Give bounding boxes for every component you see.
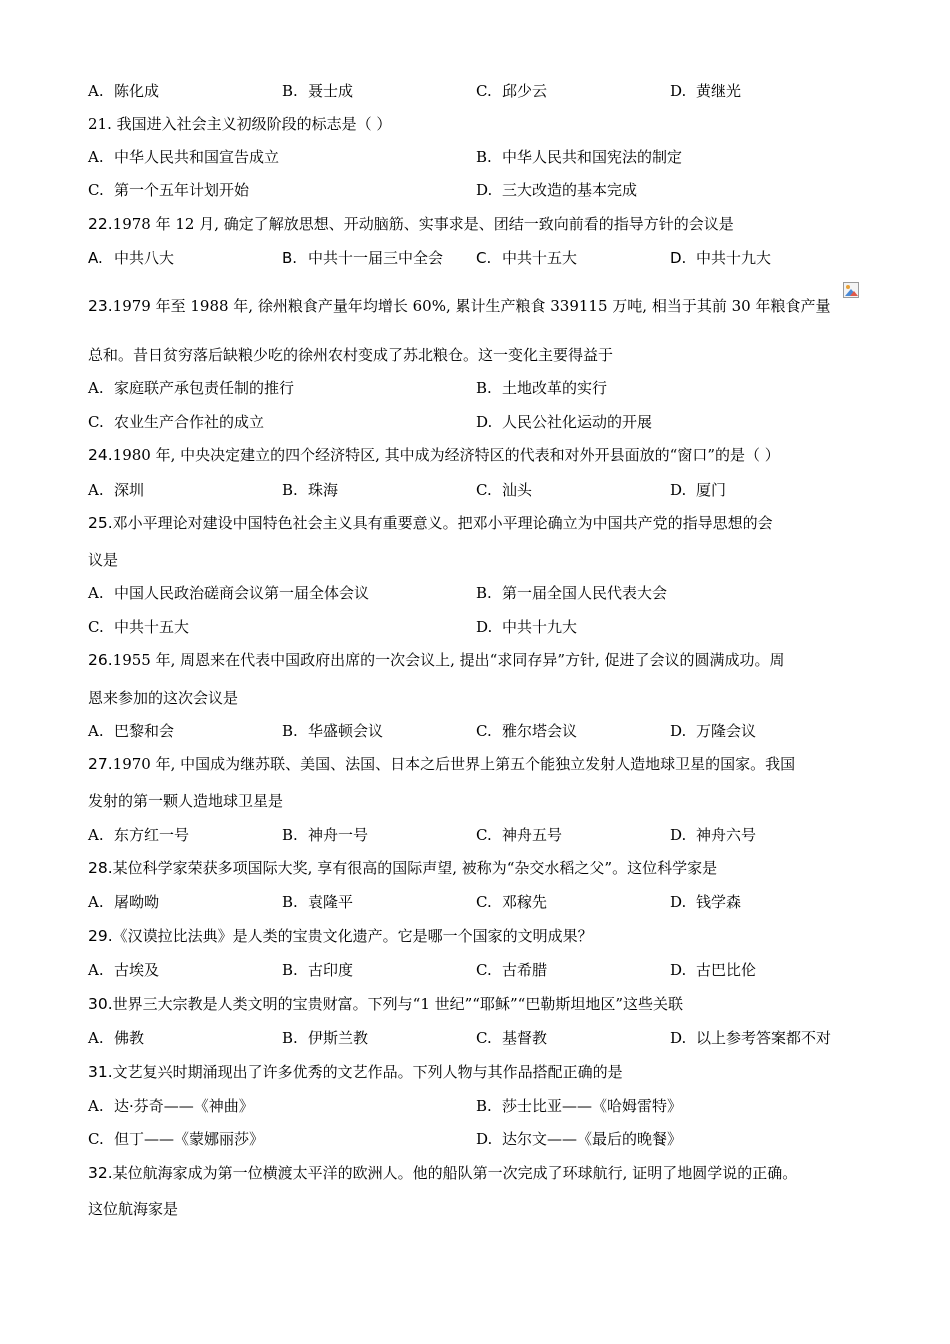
option-a: A. 达·芬奇——《神曲》 xyxy=(88,1097,254,1115)
option-b: B. 袁隆平 xyxy=(282,893,354,911)
question-25-stem-cont: 议是 xyxy=(88,551,119,569)
option-d: D. 三大改造的基本完成 xyxy=(476,181,638,199)
question-25-stem: 25.邓小平理论对建设中国特色社会主义具有重要意义。把邓小平理论确立为中国共产党的指导思想的会 xyxy=(88,514,773,532)
option-a: A. 中华人民共和国宣告成立 xyxy=(88,148,280,166)
option-a: A. 东方红一号 xyxy=(88,826,190,844)
option-a: A. 古埃及 xyxy=(88,961,160,979)
option-a: A. 深圳 xyxy=(88,481,145,499)
question-22-stem: 22.1978 年 12 月, 确定了解放思想、开动脑筋、实事求是、团结一致向前看的指导方针的会议是 xyxy=(88,215,734,233)
option-b: B. 聂士成 xyxy=(282,82,354,100)
option-b: B. 珠海 xyxy=(282,481,339,499)
option-d: D. 以上参考答案都不对 xyxy=(670,1029,832,1047)
option-d: D. 达尔文——《最后的晚餐》 xyxy=(476,1130,683,1148)
option-a: A. 佛教 xyxy=(88,1029,145,1047)
option-d: D. 厦门 xyxy=(670,481,727,499)
broken-image-icon xyxy=(843,282,859,298)
option-d: D. 古巴比伦 xyxy=(670,961,757,979)
option-c: C. 邱少云 xyxy=(476,82,548,100)
option-c: C. 中共十五大 xyxy=(88,618,190,636)
question-31-stem: 31.文艺复兴时期涌现出了许多优秀的文艺作品。下列人物与其作品搭配正确的是 xyxy=(88,1063,623,1081)
option-d: D. 钱学森 xyxy=(670,893,742,911)
option-a: A. 中共八大 xyxy=(88,249,175,267)
question-24-stem: 24.1980 年, 中央决定建立的四个经济特区, 其中成为经济特区的代表和对外开县面放的“窗口”的是（ ） xyxy=(88,446,780,464)
option-d: D. 黄继光 xyxy=(670,82,742,100)
option-c: C. 汕头 xyxy=(476,481,533,499)
option-c: C. 中共十五大 xyxy=(476,249,578,267)
option-b: B. 华盛顿会议 xyxy=(282,722,384,740)
option-a: A. 巴黎和会 xyxy=(88,722,175,740)
option-b: B. 土地改革的实行 xyxy=(476,379,608,397)
option-a: A. 家庭联产承包责任制的推行 xyxy=(88,379,295,397)
option-d: D. 中共十九大 xyxy=(670,249,772,267)
question-28-stem: 28.某位科学家荣获多项国际大奖, 享有很高的国际声望, 被称为“杂交水稻之父”。这位科学家是 xyxy=(88,859,718,877)
option-a: A. 中国人民政治磋商会议第一届全体会议 xyxy=(88,584,370,602)
option-b: B. 伊斯兰教 xyxy=(282,1029,369,1047)
question-23-stem-cont: 总和。昔日贫穷落后缺粮少吃的徐州农村变成了苏北粮仓。这一变化主要得益于 xyxy=(88,346,614,364)
option-d: D. 中共十九大 xyxy=(476,618,578,636)
option-b: B. 神舟一号 xyxy=(282,826,369,844)
option-b: B. 中共十一届三中全会 xyxy=(282,249,444,267)
option-c: C. 神舟五号 xyxy=(476,826,563,844)
question-26-stem: 26.1955 年, 周恩来在代表中国政府出席的一次会议上, 提出“求同存异”方针, 促进了会议的圆满成功。周 xyxy=(88,651,785,669)
option-b: B. 古印度 xyxy=(282,961,354,979)
question-27-stem-cont: 发射的第一颗人造地球卫星是 xyxy=(88,792,284,810)
question-26-stem-cont: 恩来参加的这次会议是 xyxy=(88,689,239,707)
option-c: C. 雅尔塔会议 xyxy=(476,722,578,740)
option-c: C. 第一个五年计划开始 xyxy=(88,181,250,199)
question-23-stem: 23.1979 年至 1988 年, 徐州粮食产量年均增长 60%, 累计生产粮食 339115 万吨, 相当于其前 30 年粮食产量 xyxy=(88,297,831,315)
question-30-stem: 30.世界三大宗教是人类文明的宝贵财富。下列与“1 世纪”“耶稣”“巴勒斯坦地区”这些关联 xyxy=(88,995,683,1013)
option-c: C. 古希腊 xyxy=(476,961,548,979)
option-a: A. 陈化成 xyxy=(88,82,160,100)
question-27-stem: 27.1970 年, 中国成为继苏联、美国、法国、日本之后世界上第五个能独立发射人造地球卫星的国家。我国 xyxy=(88,755,796,773)
option-c: C. 邓稼先 xyxy=(476,893,548,911)
question-21-stem: 21. 我国进入社会主义初级阶段的标志是（ ） xyxy=(88,115,392,133)
option-b: B. 中华人民共和国宪法的制定 xyxy=(476,148,683,166)
option-c: C. 但丁——《蒙娜丽莎》 xyxy=(88,1130,265,1148)
option-a: A. 屠呦呦 xyxy=(88,893,160,911)
option-d: D. 人民公社化运动的开展 xyxy=(476,413,653,431)
question-29-stem: 29.《汉谟拉比法典》是人类的宝贵文化遗产。它是哪一个国家的文明成果？ xyxy=(88,927,593,945)
option-c: C. 基督教 xyxy=(476,1029,548,1047)
option-d: D. 神舟六号 xyxy=(670,826,757,844)
option-d: D. 万隆会议 xyxy=(670,722,757,740)
option-b: B. 莎士比亚——《哈姆雷特》 xyxy=(476,1097,683,1115)
question-32-stem: 32.某位航海家成为第一位横渡太平洋的欧洲人。他的船队第一次完成了环球航行, 证明了地圆学说的正确。 xyxy=(88,1164,798,1182)
option-b: B. 第一届全国人民代表大会 xyxy=(476,584,668,602)
option-c: C. 农业生产合作社的成立 xyxy=(88,413,265,431)
question-32-stem-cont: 这位航海家是 xyxy=(88,1200,179,1218)
